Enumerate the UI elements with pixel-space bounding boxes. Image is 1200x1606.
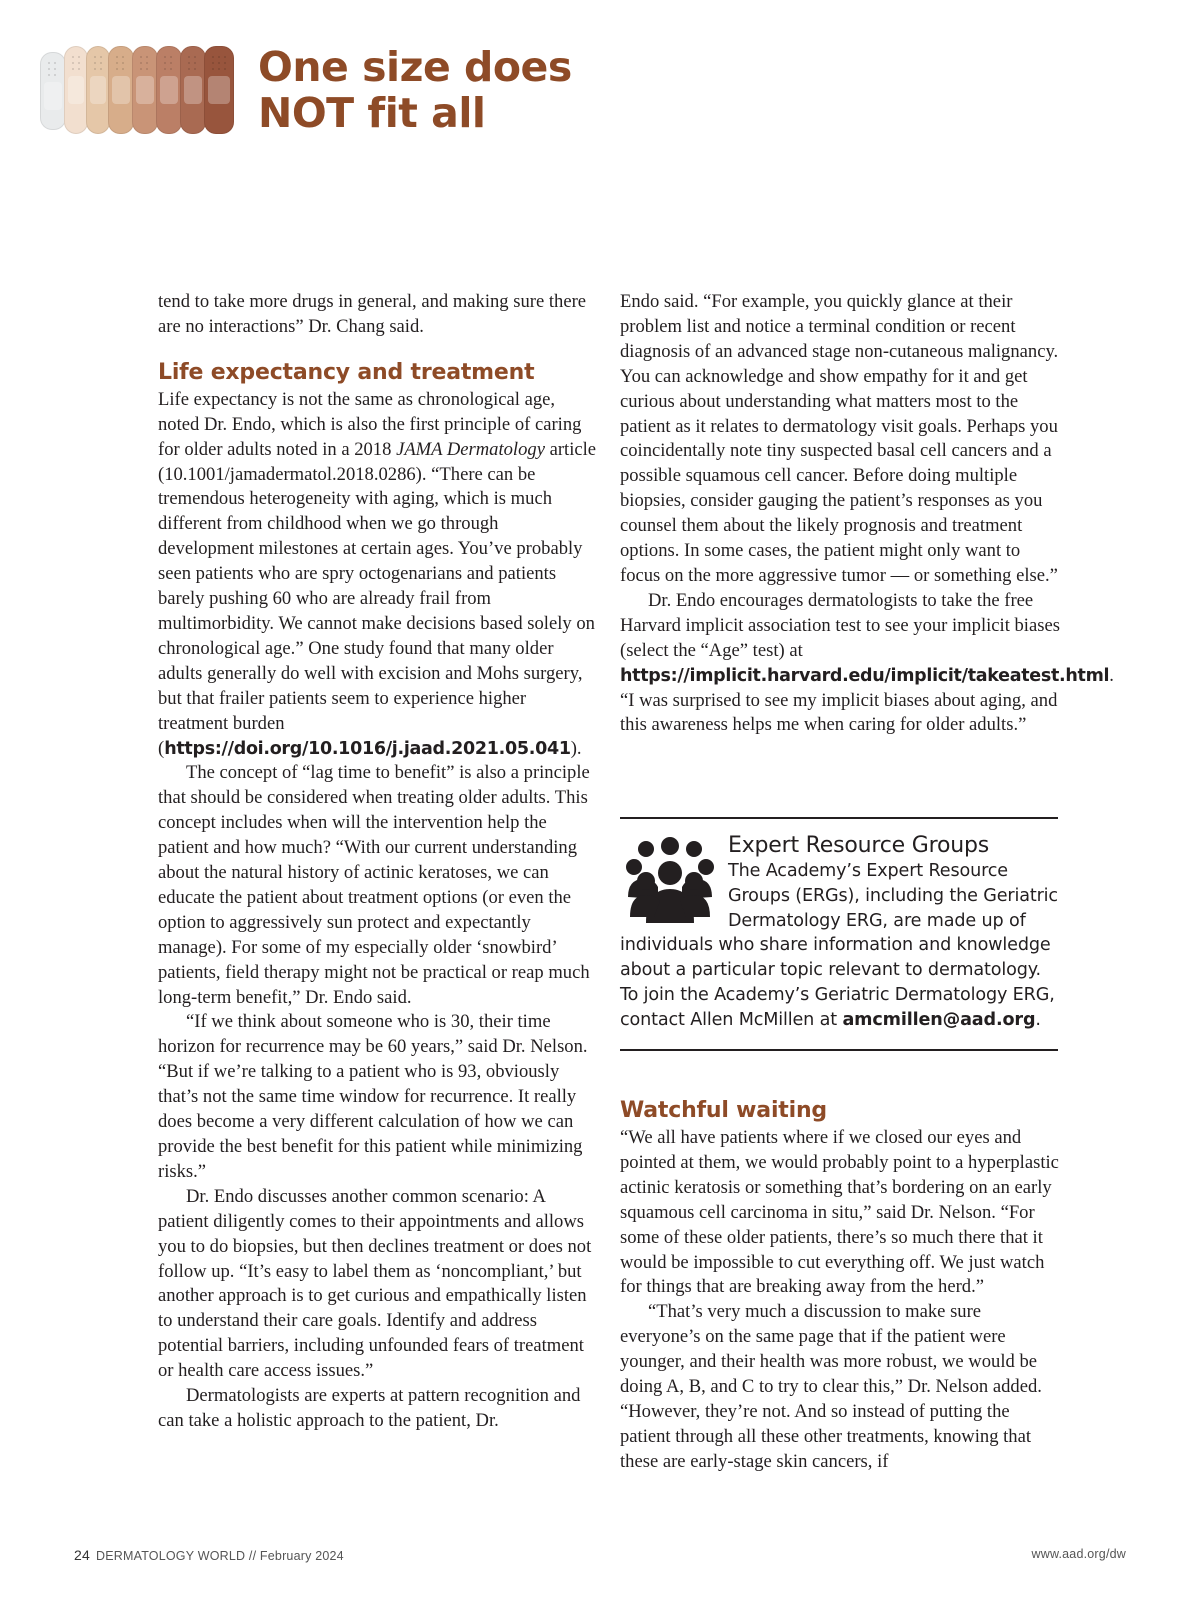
text: . “I was surprised to see my implicit biases about aging, and this awareness helps me when caring for older adults.” <box>620 664 1114 736</box>
bandage-pad <box>112 76 130 104</box>
bandage-pad <box>44 82 62 110</box>
text: The Academy’s Expert Resource Groups (ERGs), including the Geriatric Dermatology ERG, are made up of individuals who share information and knowledge about a particular topic relevant to dermatology. To join the Academy’s Geriatric Dermatology ERG, contact Allen McMillen at <box>620 861 1058 1030</box>
bandage-texture <box>138 54 152 70</box>
paragraph: “If we think about someone who is 30, their time horizon for recurrence may be 60 years,” said Dr. Nelson. “But if we’re talking to a patient who is 93, obviously that’s not the same time window for recurrence. It really does become a very different calculation of how we can provide the best benefit for this patient while minimizing risks.” <box>158 1011 588 1182</box>
bandage-strip <box>86 46 110 134</box>
bandage-strip <box>64 46 88 134</box>
watchful-waiting-section <box>620 1098 1060 1475</box>
section-heading-life-expectancy: Life expectancy and treatment <box>158 359 535 385</box>
paragraph: tend to take more drugs in general, and making sure there are no interactions” Dr. Chang said. <box>158 291 587 337</box>
page-title <box>258 44 572 136</box>
text: Life expectancy is not the same as chronological age, noted Dr. Endo, which is also the first principle of caring for older adults noted in a 2018 <box>158 388 582 460</box>
left-column <box>158 290 598 1434</box>
paragraph: The concept of “lag time to benefit” is also a principle that should be considered when treating older adults. This concept includes when will the intervention help the patient and how much? “With our current understanding about the natural history of actinic keratoses, we can educate the patient about treatment options (or even the option to aggressively sun protect and expectantly manage). For some of my especially older ‘snowbird’ patients, field therapy might not be practical or reap much long-term benefit,” Dr. Endo said. <box>158 762 590 1008</box>
title-line-2: NOT fit all <box>258 89 486 137</box>
section-heading-watchful-waiting: Watchful waiting <box>620 1098 827 1123</box>
text: ). <box>570 737 582 759</box>
doi-link[interactable]: https://doi.org/10.1016/j.jaad.2021.05.041 <box>164 738 571 759</box>
bandage-texture <box>210 54 228 70</box>
text: . <box>1035 1009 1041 1030</box>
bandage-texture <box>162 54 176 70</box>
bandage-texture <box>186 54 200 70</box>
bandage-pad <box>90 76 106 104</box>
text: article (10.1001/jamadermatol.2018.0286). “There can be tremendous heterogeneity with aging, which is much different from childhood when we go through development milestones at certain ages. You’ve probably seen patients who are spry octogenarians and patients barely pushing 60 who are already frail from multimorbidity. We cannot make decisions based solely on chronological age.” One study found that many older adults generally do well with excision and Mohs surgery, but that frailer patients seem to experience higher treatment burden ( <box>158 438 597 759</box>
bandage-strip <box>204 46 234 134</box>
bandage-strip <box>132 46 158 134</box>
harvard-test-link[interactable]: https://implicit.harvard.edu/implicit/takeatest.html <box>620 665 1110 686</box>
bandage-strip <box>40 52 66 130</box>
bandage-pad <box>68 76 84 104</box>
bandage-texture <box>114 54 128 70</box>
bandages-illustration <box>40 46 246 136</box>
page-number: 24 <box>74 1547 90 1563</box>
bandage-pad <box>208 76 230 104</box>
erg-title: Expert Resource Groups <box>728 833 990 858</box>
paragraph: “We all have patients where if we closed our eyes and pointed at them, we would probably point to a hyperplastic actinic keratosis or something that’s bordering on an early squamous cell carcinoma in situ,” said Dr. Nelson. “For some of these older patients, there’s so much there that it would be impossible to cut everything off. We just watch for things that are breaking away from the herd.” <box>620 1127 1059 1298</box>
paragraph <box>158 388 598 762</box>
bandage-strip <box>108 46 134 134</box>
bandage-strip <box>156 46 182 134</box>
footer-website: www.aad.org/dw <box>1031 1547 1126 1561</box>
bandage-pad <box>160 76 178 104</box>
paragraph <box>620 589 1114 738</box>
people-group-icon <box>624 837 716 923</box>
bandage-pad <box>184 76 202 104</box>
bandage-texture <box>92 54 104 70</box>
right-column <box>620 290 1114 738</box>
paragraph: Dermatologists are experts at pattern recognition and can take a holistic approach to the patient, Dr. <box>158 1385 581 1431</box>
journal-title: JAMA Dermatology <box>396 438 545 460</box>
email-link[interactable]: amcmillen@aad.org <box>842 1009 1036 1030</box>
bandage-strip <box>180 46 206 134</box>
bandage-texture <box>70 54 82 70</box>
paragraph: Endo said. “For example, you quickly glance at their problem list and notice a terminal condition or recent diagnosis of an advanced stage non-cutaneous malignancy. You can acknowledge and show empathy for it and get curious about understanding what matters most to the patient as it relates to dermatology visit goals. Perhaps you coincidentally note tiny suspected basal cell cancers and a possible squamous cell cancer. Before doing multiple biopsies, consider gauging the patient’s responses as you counsel them about the likely prognosis and treatment options. In some cases, the patient might only want to focus on the more aggressive tumor — or something else.” <box>620 291 1059 586</box>
publication-info: DERMATOLOGY WORLD // February 2024 <box>95 1549 344 1563</box>
title-line-1: One size does <box>258 43 572 91</box>
text: Dr. Endo encourages dermatologists to take the free Harvard implicit association test to see your implicit biases (select the “Age” test) at <box>620 589 1060 661</box>
paragraph: “That’s very much a discussion to make sure everyone’s on the same page that if the patient were younger, and their health was more robust, we would be doing A, B, and C to try to clear this,” Dr. Nelson added. “However, they’re not. And so instead of putting the patient through all these other treatments, knowing that these are early-stage skin cancers, if <box>620 1301 1042 1472</box>
footer-left <box>74 1547 344 1563</box>
bandage-pad <box>136 76 154 104</box>
paragraph: Dr. Endo discusses another common scenario: A patient diligently comes to their appointments and allows you to do biopsies, but then declines treatment or does not follow up. “It’s easy to label them as ‘noncompliant,’ but another approach is to get curious and empathically listen to understand their care goals. Identify and address potential barriers, including unfounded fears of treatment or health care access issues.” <box>158 1185 592 1382</box>
erg-sidebar-box <box>620 817 1058 1051</box>
bandage-texture <box>46 60 60 76</box>
